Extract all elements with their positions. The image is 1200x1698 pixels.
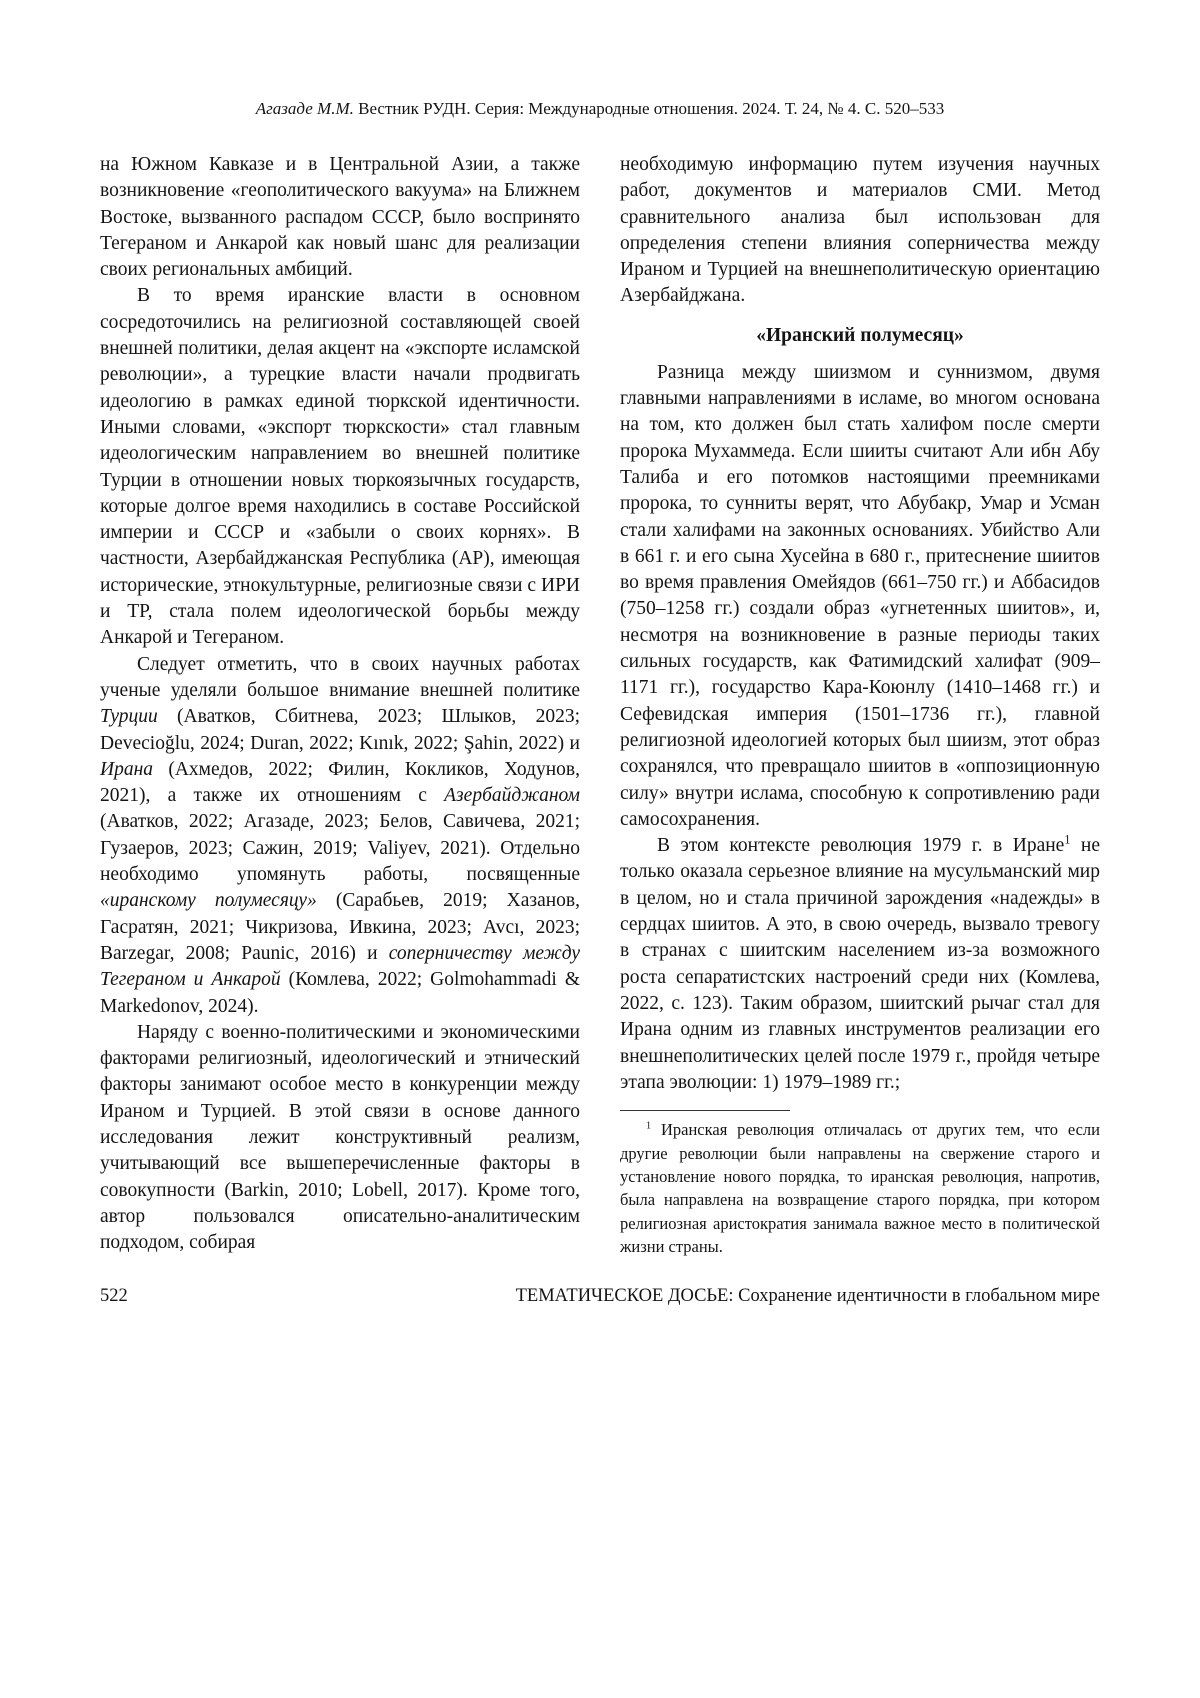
text-run: Разница между шиизмом и суннизмом, двумя главными направлениями в исламе, во многом основана на том, кто должен был стать халифом после смерти пророка Мухаммеда. Если шииты считают Али ибн Абу Талиба и его потомков настоящими преемниками пророка, то сунниты верят, что Абубакр, Умар и Усман стали халифами на законных основаниях. Убийство Али в 661 г. и его сына Хусейна в 680 г., притеснение шиитов во время правления Омейядов (661–750 гг.) и Аббасидов (750–1258 гг.) создали образ «угнетенных шиитов», и, несмотря на возникновение в разные периоды таких сильных государств, как Фатимидский халифат (909–1171 гг.), государство Кара-Коюнлу (1410–1468 гг.) и Сефевидская империя (1501–1736 гг.), главной религиозной идеологией которых был шиизм, этот образ сохранялся, что превращало шиитов в «оппозиционную силу» внутри ислама, способную к сопротивлению ради самосохранения. (620, 361, 1100, 830)
paragraph (100, 1020, 580, 1257)
text-run: (Ахмедов, 2022; Филин, Кокликов, Ходунов, 2021), а также их отношениям с (100, 758, 580, 807)
text-run: В этом контексте революция 1979 г. в Иране (657, 835, 1065, 857)
text-run: на Южном Кавказе и в Центральной Азии, а также возникновение «геополитического вакуума» на Ближнем Востоке, вызванного распадом СССР, было воспринято Тегераном и Анкарой как новый шанс для реализации своих региональных амбиций. (100, 154, 580, 281)
header-author: Агазаде М.М. (255, 99, 354, 118)
text-run: Иранская революция отличалась от других тем, что если другие революции были направлены на свержение старого и установление нового порядка, то иранская революция, напротив, была направлена на возвращение старого порядка, при котором религиозная аристократия занимала важное место в политической жизни страны. (620, 1120, 1100, 1257)
paragraph (620, 833, 1100, 1096)
text-run: (Сарабьев, 2019; Хазанов, Гасратян, 2021; Чикризова, Ивкина, 2023; Avcı, 2023; Barzegar, 2008; Paunic, 2016) и (100, 890, 580, 964)
footnote-separator (620, 1110, 790, 1111)
section-heading: «Иранский полумесяц» (756, 324, 964, 346)
page-number: 522 (100, 1285, 128, 1306)
paragraph (620, 152, 1100, 310)
emphasis-text: Азербайджаном (444, 785, 580, 807)
right-column (620, 152, 1100, 1259)
footnote-ref: 1 (1064, 832, 1071, 847)
paragraph (100, 152, 580, 283)
two-column-layout (100, 152, 1100, 1259)
paragraph (100, 283, 580, 651)
running-header (100, 98, 1100, 120)
paragraph (100, 652, 580, 1020)
emphasis-text: Ирана (100, 758, 154, 780)
text-run: Следует отметить, что в своих научных работах ученые уделяли большое внимание внешней политике (100, 653, 580, 701)
text-run: (Комлева, 2022; Golmohammadi & Markedonov, 2024). (100, 969, 580, 1017)
page-footer (100, 1286, 1100, 1307)
text-run: не только оказала серьезное влияние на мусульманский мир в целом, но и стала причиной зарождения «надежды» в сердцах шиитов. А это, в свою очередь, вызвало тревогу в странах с шиитским населением из-за возможного роста сепаратистских настроений среди них (Комлева, 2022, с. 123). Таким образом, шиитский рычаг стал для Ирана одним из главных инструментов реализации его внешнеполитических целей после 1979 г., пройдя четыре этапа эволюции: 1) 1979–1989 гг.; (620, 835, 1100, 1093)
text-run: Наряду с военно-политическими и экономическими факторами религиозный, идеологический и этнический факторы занимают особое место в конкуренции между Ираном и Турцией. В этой связи в основе данного исследования лежит конструктивный реализм, учитывающий все вышеперечисленные факторы в совокупности (Barkin, 2010; Lobell, 2017). Кроме того, автор пользовался описательно-аналитическим подходом, собирая (100, 1021, 580, 1254)
footer-dossier: ТЕМАТИЧЕСКОЕ ДОСЬЕ: Сохранение идентичности в глобальном мире (515, 1285, 1100, 1306)
paragraph (620, 360, 1100, 833)
footnote-ref: 1 (646, 1120, 652, 1132)
emphasis-text: соперничеству между Тегераном и Анкарой (100, 942, 580, 991)
text-run: (Аватков, Сбитнева, 2023; Шлыков, 2023; Devecioğlu, 2024; Duran, 2022; Kınık, 2022; Şahin, 2022) и (100, 706, 580, 754)
text-run: (Аватков, 2022; Агазаде, 2023; Белов, Савичева, 2021; Гузаеров, 2023; Сажин, 2019; Valiyev, 2021). Отдельно необходимо упомянуть работы, посвященные (100, 811, 580, 886)
text-run: необходимую информацию путем изучения научных работ, документов и материалов СМИ. Метод сравнительного анализа был использован для определения степени влияния соперничества между Ираном и Турцией на внешнеполитическую ориентацию Азербайджана. (620, 154, 1100, 307)
footnote (620, 1110, 1100, 1258)
footnote-text (620, 1118, 1100, 1258)
header-source: Вестник РУДН. Серия: Международные отношения. 2024. Т. 24, № 4. С. 520–533 (353, 99, 945, 118)
emphasis-text: Турции (100, 706, 158, 728)
left-column (100, 152, 580, 1259)
text-run: В то время иранские власти в основном сосредоточились на религиозной составляющей своей внешней политики, делая акцент на «экспорте исламской революции», а турецкие власти начали продвигать идеологию в рамках единой тюркской идентичности. Иными словами, «экспорт тюркскости» стал главным идеологическим направлением во внешней политике Турции в отношении новых тюркоязычных государств, которые долгое время находились в составе Российской империи и СССР и «забыли о своих корнях». В частности, Азербайджанская Республика (АР), имеющая исторические, этнокультурные, религиозные связи с ИРИ и ТР, стала полем идеологической борьбы между Анкарой и Тегераном. (100, 285, 580, 649)
emphasis-text: «иранскому полумесяцу» (100, 890, 317, 912)
